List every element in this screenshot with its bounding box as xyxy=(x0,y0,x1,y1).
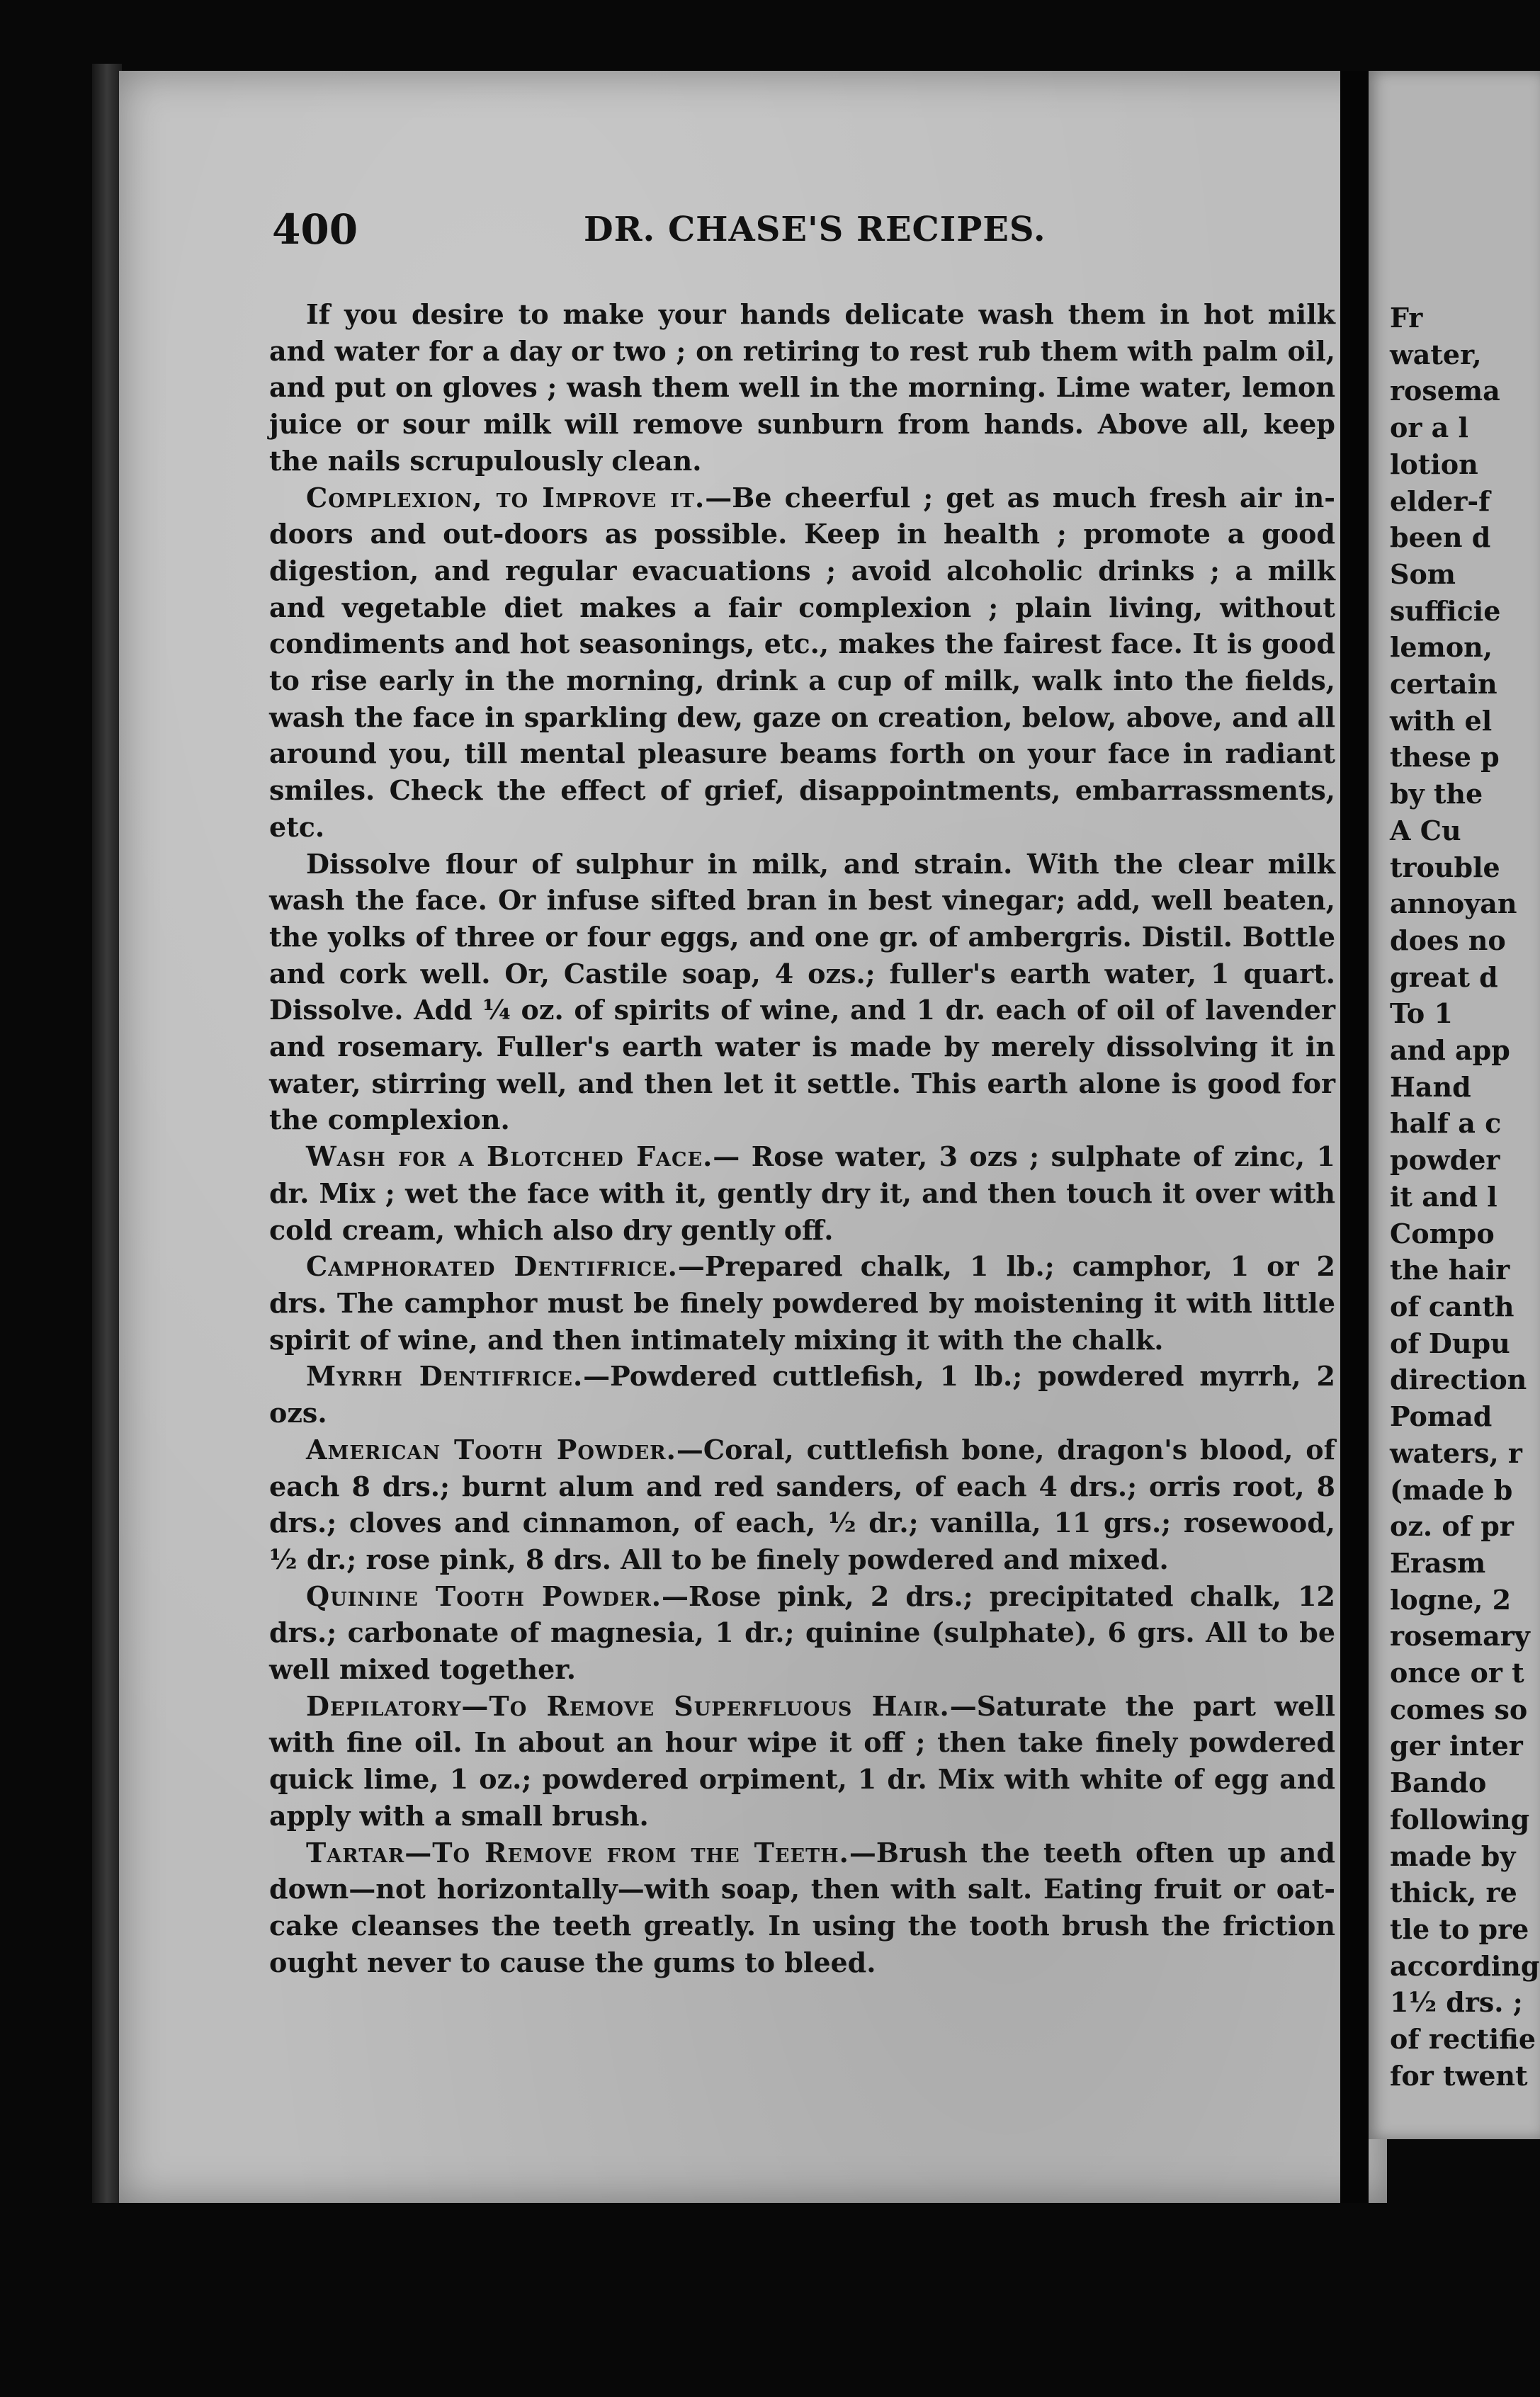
facing-page-line: To 1 xyxy=(1390,997,1453,1030)
facing-page-line: of Dupu xyxy=(1390,1327,1510,1359)
running-title: DR. CHASE'S RECIPES. xyxy=(584,210,1046,249)
paragraph-tartar xyxy=(269,1835,1335,1981)
facing-page-line: it and l xyxy=(1390,1180,1497,1213)
recipe-heading: Camphorated Dentifrice. xyxy=(306,1250,678,1283)
facing-page-line: annoyan xyxy=(1390,888,1517,920)
facing-page-line: A Cu xyxy=(1390,814,1461,846)
facing-page-line: rosemary xyxy=(1390,1620,1530,1653)
facing-page-line: or a l xyxy=(1390,412,1468,444)
paragraph-hands xyxy=(269,296,1335,480)
facing-page-line: powder xyxy=(1390,1144,1500,1177)
facing-page-line: with el xyxy=(1390,704,1493,737)
facing-page-line: Compo xyxy=(1390,1217,1495,1250)
paragraph-text: —Powdered cuttlefish, 1 lb.; powdered myrrh, 2 ozs. xyxy=(269,1360,1335,1429)
facing-page-line: rosema xyxy=(1390,375,1500,407)
paragraph-american-tooth-powder xyxy=(269,1432,1335,1578)
recipe-heading: American Tooth Powder. xyxy=(306,1433,676,1466)
facing-page-line: Pomad xyxy=(1390,1400,1493,1433)
paragraph-camphorated-dentifrice xyxy=(269,1248,1335,1358)
facing-page-line: Bando xyxy=(1390,1767,1487,1799)
facing-page-line: certain xyxy=(1390,668,1497,701)
paragraph-text: —Saturate the part well with fine oil. In about an hour wipe it off ; then take finely powdered quick lime, 1 oz.; powdered orpiment, 1 dr. Mix with white of egg and apply with a small brush. xyxy=(269,1689,1335,1832)
facing-page-line: these p xyxy=(1390,741,1500,774)
paragraph-text: —Be cheerful ; get as much fresh air in-doors and out-doors as possible. Keep in health ; promote a good digestion, and regular evacuations ; avoid alcoholic drinks ; a milk and vegetable diet makes a fair complexion ; plain living, without condiments and hot seasonings, etc., makes the fairest face. It is good to rise early in the morning, drink a cup of milk, walk into the fields, wash the face in sparkling dew, gaze on creation, below, above, and all around you, till mental pleasure beams forth on your face in radiant smiles. Check the effect of grief, disappointments, embarrassments, etc. xyxy=(269,481,1335,843)
recipe-heading: Tartar—To Remove from the Teeth. xyxy=(306,1836,849,1869)
page-header xyxy=(272,205,1332,255)
facing-page-line: Erasm xyxy=(1390,1546,1486,1579)
page-number: 400 xyxy=(272,205,358,254)
facing-page-line: elder-f xyxy=(1390,484,1490,517)
facing-page-fragment xyxy=(1369,71,1540,2139)
facing-page-line: Hand xyxy=(1390,1070,1471,1103)
facing-page-line: direction xyxy=(1390,1364,1527,1396)
recipe-text-body xyxy=(269,296,1335,1980)
facing-page-line: been d xyxy=(1390,521,1491,554)
recipe-heading: Quinine Tooth Powder. xyxy=(306,1580,662,1612)
facing-page-line: the hair xyxy=(1390,1254,1510,1286)
facing-page-line: logne, 2 xyxy=(1390,1583,1512,1616)
paragraph-text: Dissolve flour of sulphur in milk, and strain. With the clear milk wash the face. Or infuse sifted bran in best vinegar; add, well beaten, the yolks of three or four eggs, and one gr. of ambergris. Distil. Bottle and cork well. Or, Castile soap, 4 ozs.; fuller's earth water, 1 quart. Dissolve. Add ¼ oz. of spirits of wine, and 1 dr. each of oil of lavender and rosemary. Fuller's earth water is made by merely dissolving it in water, stirring well, and then let it settle. This earth alone is good for the complexion. xyxy=(269,847,1335,1136)
facing-page-line: water, xyxy=(1390,338,1482,370)
paragraph-text: — Rose water, 3 ozs ; sulphate of zinc, 1 dr. Mix ; wet the face with it, gently dry it, and then touch it over with cold cream, which also dry gently off. xyxy=(269,1140,1335,1246)
facing-page-line: Som xyxy=(1390,557,1456,590)
recipe-heading: Complexion, to Improve it. xyxy=(306,481,706,514)
facing-page-line: comes so xyxy=(1390,1693,1528,1726)
facing-page-line: oz. of pr xyxy=(1390,1510,1514,1543)
facing-page-line: (made b xyxy=(1390,1473,1513,1506)
facing-page-line: and app xyxy=(1390,1034,1510,1067)
facing-page-line: sufficie xyxy=(1390,594,1501,627)
facing-page-line: trouble xyxy=(1390,851,1500,883)
recipe-heading: Myrrh Dentifrice. xyxy=(306,1360,584,1393)
facing-page-line: for twent xyxy=(1390,2059,1528,2092)
paragraph-depilatory xyxy=(269,1688,1335,1835)
facing-page-line: waters, r xyxy=(1390,1436,1522,1469)
facing-page-line: Fr xyxy=(1390,302,1423,334)
facing-page-line: does no xyxy=(1390,924,1506,956)
paragraph-quinine-tooth-powder xyxy=(269,1578,1335,1688)
facing-page-line: lotion xyxy=(1390,448,1478,480)
facing-page-line: made by xyxy=(1390,1840,1516,1872)
facing-page-line: of canth xyxy=(1390,1290,1514,1322)
facing-page-line: thick, re xyxy=(1390,1876,1517,1909)
facing-page-line: by the xyxy=(1390,778,1483,810)
facing-page-line: great d xyxy=(1390,960,1498,993)
facing-page-line: following xyxy=(1390,1803,1530,1835)
paragraph-text: If you desire to make your hands delicate wash them in hot milk and water for a day or two ; on retiring to rest rub them with palm oil, and put on gloves ; wash them well in the morning. Lime water, lemon juice or sour milk will remove sunburn from hands. Above all, keep the nails scrupulously clean. xyxy=(269,298,1335,477)
paragraph-text: —Coral, cuttlefish bone, dragon's blood, of each 8 drs.; burnt alum and red sanders, of each 4 drs.; orris root, 8 drs.; cloves and cinnamon, of each, ½ dr.; vanilla, 11 grs.; rosewood, ½ dr.; rose pink, 8 drs. All to be finely powdered and mixed. xyxy=(269,1433,1335,1575)
paragraph-text: —Rose pink, 2 drs.; precipitated chalk, 12 drs.; carbonate of magnesia, 1 dr.; quinine (sulphate), 6 grs. All to be well mixed together. xyxy=(269,1580,1335,1686)
recipe-heading: Depilatory—To Remove Superfluous Hair. xyxy=(306,1689,950,1722)
recipe-heading: Wash for a Blotched Face. xyxy=(306,1140,713,1173)
paragraph-blotched-face xyxy=(269,1138,1335,1248)
facing-page-line: tle to pre xyxy=(1390,1912,1529,1945)
paragraph-sulphur-wash xyxy=(269,846,1335,1139)
facing-page-line: according xyxy=(1390,1949,1540,1982)
facing-page-line: of rectifie xyxy=(1390,2023,1536,2056)
facing-page-line: once or t xyxy=(1390,1657,1524,1689)
book-gutter xyxy=(1340,71,1369,2203)
facing-page-line: lemon, xyxy=(1390,631,1493,664)
facing-page-lines xyxy=(1369,300,1539,2094)
facing-page-line: half a c xyxy=(1390,1107,1502,1140)
paragraph-complexion xyxy=(269,480,1335,846)
paragraph-text: —Brush the teeth often up and down—not horizontally—with soap, then with salt. Eating fruit or oat-cake cleanses the teeth greatly. In using the tooth brush the friction ought never to cause the gums to bleed. xyxy=(269,1836,1335,1978)
paragraph-text: —Prepared chalk, 1 lb.; camphor, 1 or 2 drs. The camphor must be finely powdered by moistening it with little spirit of wine, and then intimately mixing it with the chalk. xyxy=(269,1250,1335,1356)
paragraph-myrrh-dentifrice xyxy=(269,1358,1335,1431)
book-binding-edge xyxy=(92,64,122,2203)
facing-page-line: 1½ drs. ; xyxy=(1390,1986,1523,2019)
facing-page-line: ger inter xyxy=(1390,1730,1523,1762)
